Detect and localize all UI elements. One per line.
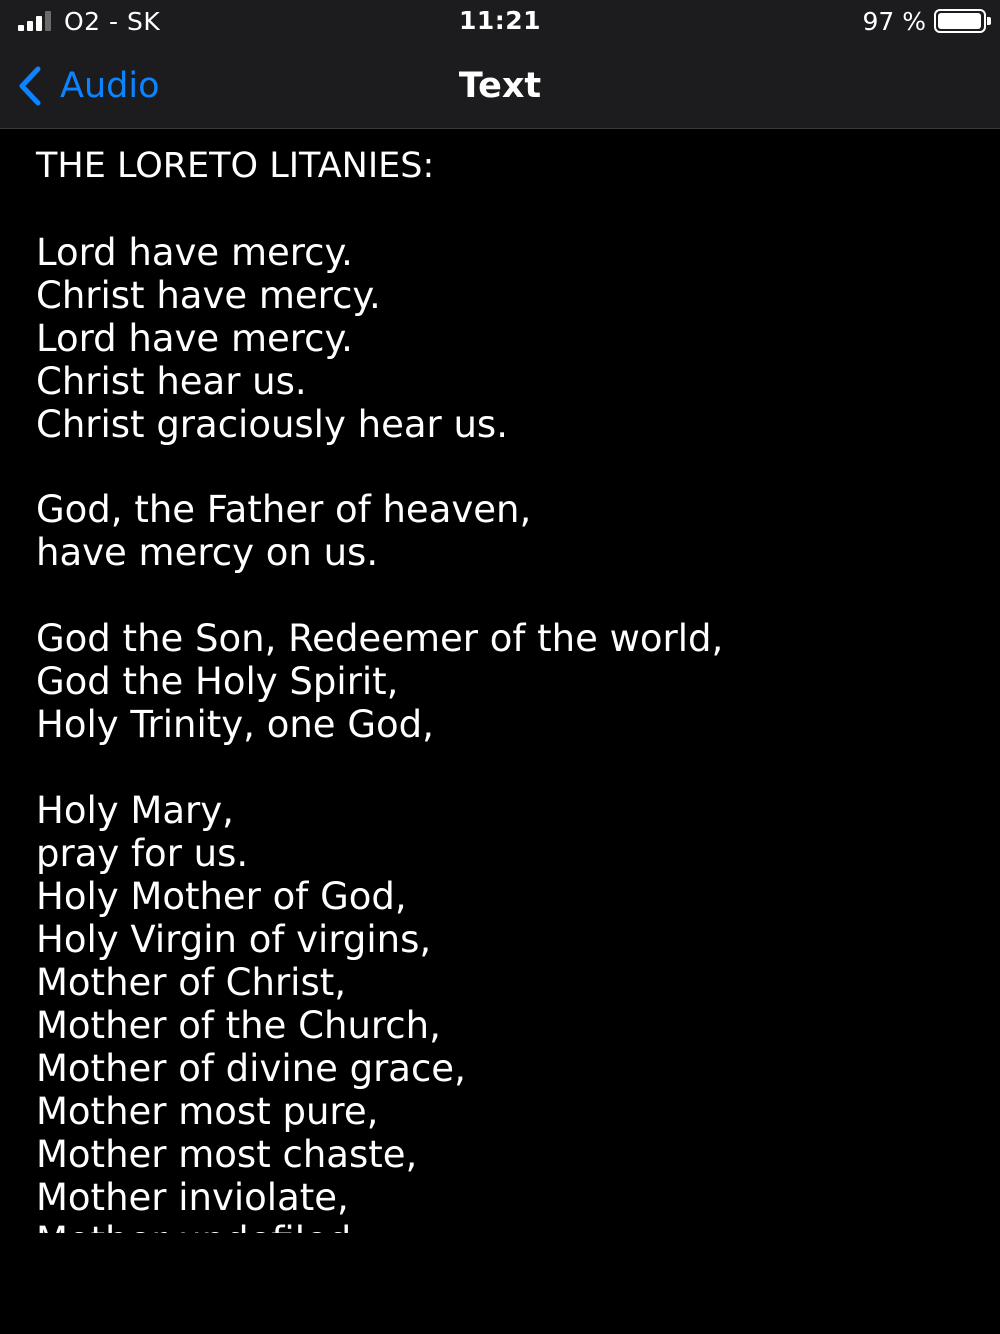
text-line: Mother most chaste, [36,1133,418,1176]
page-title: Text [458,66,542,106]
battery-percent: 97 % [862,6,926,36]
battery-fill [938,13,981,29]
text-line: Holy Mary, [36,789,234,832]
text-line: God the Son, Redeemer of the world, [36,617,724,660]
status-right [862,6,986,36]
text-line: Holy Trinity, one God, [36,703,434,746]
text-line: Lord have mercy. [36,317,353,360]
text-line: Christ hear us. [36,360,307,403]
text-line: Christ graciously hear us. [36,403,508,446]
text-line: Lord have mercy. [36,231,353,274]
litany-title: THE LORETO LITANIES: [36,146,435,186]
carrier-label: O2 - SK [64,6,161,36]
text-line: Mother of divine grace, [36,1047,466,1090]
text-line: God the Holy Spirit, [36,660,399,703]
text-line: Mother of the Church, [36,1004,441,1047]
text-line: Mother inviolate, [36,1176,349,1219]
text-line: Christ have mercy. [36,274,381,317]
battery-icon [934,9,986,33]
text-line: Mother most pure, [36,1090,379,1133]
back-button-label: Audio [60,66,160,106]
text-line: Mother of Christ, [36,961,347,1004]
battery-nub [987,17,991,25]
status-bar [0,0,1000,44]
text-line: pray for us. [36,832,249,875]
status-time: 11:21 [458,6,542,35]
navigation-bar [0,44,1000,129]
bottom-area [0,1233,1000,1334]
litany-text-view[interactable] [0,129,1000,1233]
text-line: God, the Father of heaven, [36,488,532,531]
text-line: Holy Mother of God, [36,875,407,918]
text-line: have mercy on us. [36,531,379,574]
text-line: Holy Virgin of virgins, [36,918,432,961]
